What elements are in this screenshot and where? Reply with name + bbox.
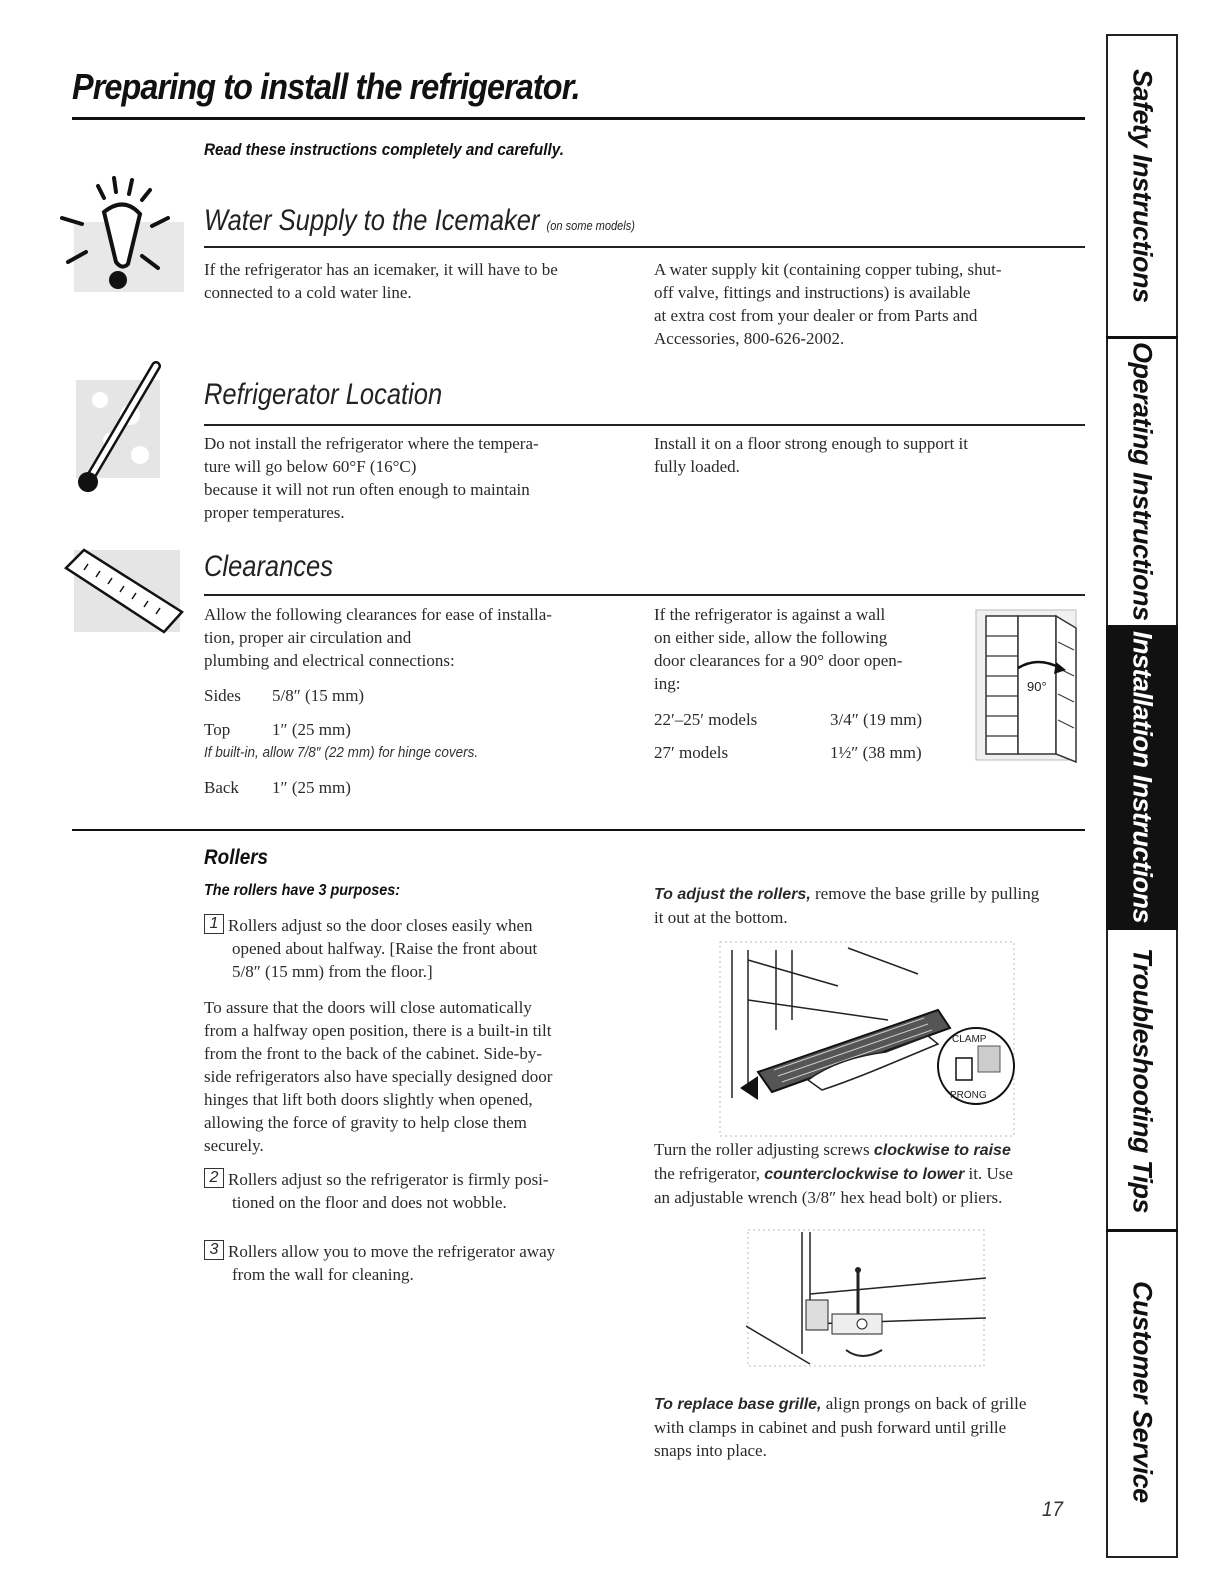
tab-installation[interactable]: [1106, 625, 1178, 930]
tab-troubleshooting[interactable]: [1106, 932, 1178, 1229]
rollers-paragraph: To assure that the doors will close automatically from a halfway open position, there is a built-in tilt from the front to the back of the cabinet. Side-by- side refrigerators also have specially designed door hinges that lift both doors slightly when opened, allowing the force of gravity to help close them securely.: [204, 998, 553, 1155]
model-row: 22′–25′ models 3/4″ (19 mm): [654, 710, 923, 729]
angle-label: 90°: [1027, 679, 1047, 694]
clamp-label: CLAMP: [952, 1034, 987, 1045]
tab-label: Installation Instructions: [1127, 631, 1158, 924]
roller-screw-illustration: [746, 1228, 986, 1368]
section-rule: [204, 246, 1085, 248]
roller-purpose-1: 1 Rollers adjust so the door closes easily when opened about halfway. [Raise the front about 5/8″ (15 mm) from the floor.]: [204, 914, 537, 983]
ruler-icon: [58, 546, 188, 638]
tab-operating[interactable]: [1106, 339, 1178, 623]
clearance-back: Back 1″ (25 mm): [204, 778, 351, 797]
page-number: 17: [1042, 1498, 1064, 1521]
thermometer-icon: [70, 360, 190, 495]
location-left-text: Do not install the refrigerator where the tempera- ture will go below 60°F (16°C) because it will not run often enough to maintain proper temperatures.: [204, 434, 539, 522]
water-warning-icon: [52, 172, 192, 300]
clearance-top: Top 1″ (25 mm): [204, 720, 351, 739]
section-title-location: Refrigerator Location: [204, 378, 443, 411]
door-clearance-intro: If the refrigerator is against a wall on either side, allow the following door clearances for a 90° door open- ing:: [654, 605, 903, 693]
water-title-note: (on some models): [546, 218, 635, 233]
water-left-text: If the refrigerator has an icemaker, it will have to be connected to a cold water line.: [204, 260, 558, 302]
prong-label: PRONG: [950, 1090, 987, 1101]
section-rule: [204, 424, 1085, 426]
rollers-purposes-heading: The rollers have 3 purposes:: [204, 882, 401, 899]
section-title-water: [204, 204, 635, 238]
section-rule: [204, 594, 1085, 596]
rollers-heading: Rollers: [204, 846, 269, 869]
door-clearance-diagram: [972, 606, 1084, 764]
section-title-clearances: Clearances: [204, 550, 333, 583]
tab-label: Customer Service: [1127, 1281, 1158, 1503]
clearance-sides: Sides 5/8″ (15 mm): [204, 686, 365, 705]
model-row: 27′ models 1½″ (38 mm): [654, 743, 922, 762]
water-right-text: A water supply kit (containing copper tubing, shut- off valve, fittings and instructions) is available at extra cost from your dealer or from Parts and Accessories, 800-626-2002.: [654, 260, 1002, 348]
roller-purpose-3: 3 Rollers allow you to move the refrigerator away from the wall for cleaning.: [204, 1240, 555, 1286]
title-rule: [72, 117, 1085, 120]
location-right-text: Install it on a floor strong enough to support it fully loaded.: [654, 434, 968, 476]
page-title: Preparing to install the refrigerator.: [72, 66, 580, 107]
tab-safety[interactable]: [1106, 36, 1178, 336]
adjust-rollers-text: To adjust the rollers, remove the base grille by pulling it out at the bottom.: [654, 884, 1040, 927]
section-divider: [72, 829, 1085, 831]
clearances-intro: Allow the following clearances for ease of installa- tion, proper air circulation and plumbing and electrical connections:: [204, 605, 552, 670]
replace-grille-text: To replace base grille, align prongs on back of grille with clamps in cabinet and push forward until grille snaps into place.: [654, 1394, 1027, 1460]
page-subtitle: Read these instructions completely and carefully.: [204, 140, 564, 159]
roller-adjust-text: Turn the roller adjusting screws clockwise to raise the refrigerator, counterclockwise to lower it. Use an adjustable wrench (3/8″ hex head bolt) or pliers.: [654, 1140, 1013, 1207]
tab-label: Operating Instructions: [1127, 341, 1158, 621]
base-grille-illustration: [718, 940, 1018, 1140]
roller-purpose-2: 2 Rollers adjust so the refrigerator is firmly posi- tioned on the floor and does not wobble.: [204, 1168, 549, 1214]
water-title-text: Water Supply to the Icemaker: [204, 204, 540, 237]
tab-customer-service[interactable]: [1106, 1232, 1178, 1552]
builtin-note: If built-in, allow 7/8″ (22 mm) for hinge covers.: [204, 744, 479, 761]
tab-label: Troubleshooting Tips: [1127, 948, 1158, 1213]
tab-label: Safety Instructions: [1127, 69, 1158, 303]
